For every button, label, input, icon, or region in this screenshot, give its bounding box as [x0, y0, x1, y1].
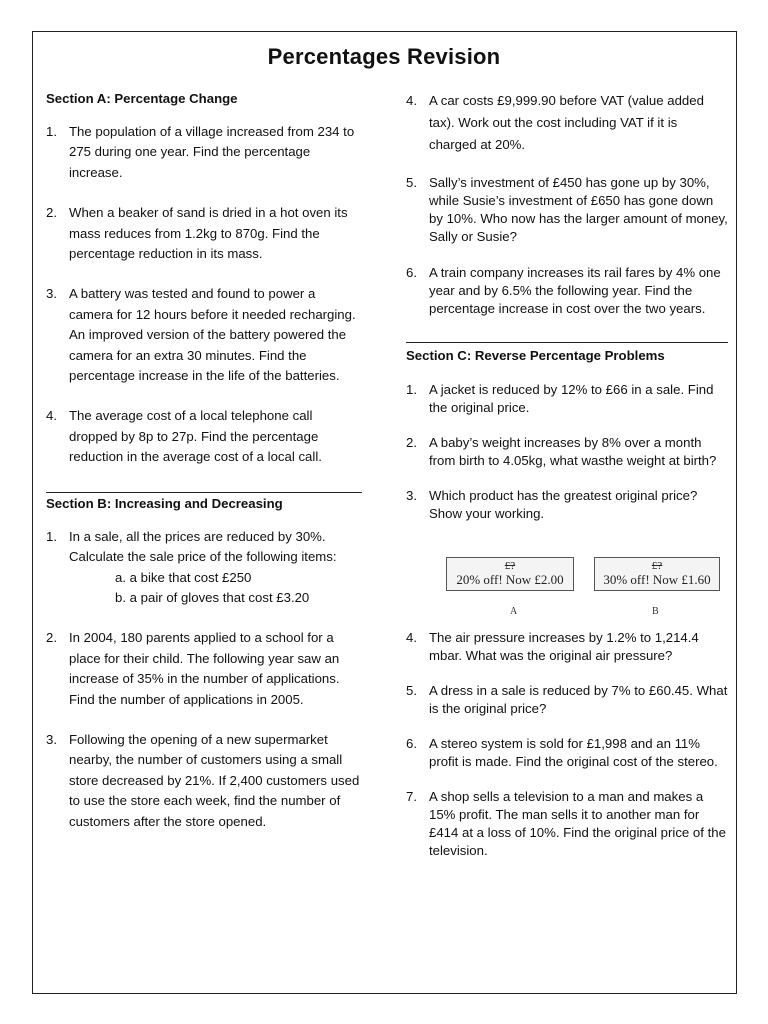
section-c-heading: Section C: Reverse Percentage Problems [406, 348, 665, 363]
left-column [46, 90, 362, 832]
question-b4: 4. A car costs £9,999.90 before VAT (value added tax). Work out the cost including VAT if it is charged at 20%. [406, 93, 704, 152]
page-title: Percentages Revision [267, 44, 501, 69]
question-a1: 1. The population of a village increased from 234 to 275 during one year. Find the percentage increase. [46, 124, 355, 180]
sub-question-b: b. a pair of gloves that cost £3.20 [115, 589, 310, 605]
question-a3: 3. A battery was tested and found to power a camera for 12 hours before it needed recharging. An improved version of the battery powered the camera for an extra 30 minutes. Find the percentage increase in the life of the batteries. [46, 286, 356, 384]
question-c4: 4. The air pressure increases by 1.2% to 1,214.4 mbar. What was the original air pressure? [406, 630, 699, 663]
section-divider [46, 492, 362, 493]
product-figure [406, 523, 728, 617]
question-c6: 6. A stereo system is sold for £1,998 and an 11% profit is made. Find the original cost of the stereo. [406, 736, 718, 769]
sub-question-a: a. a bike that cost £250 [115, 569, 252, 585]
question-a2: 2. When a beaker of sand is dried in a hot oven its mass reduces from 1.2kg to 870g. Find the percentage reduction in its mass. [46, 205, 348, 262]
question-c7: 7. A shop sells a television to a man and makes a 15% profit. The man sells it to another man for £414 at a loss of 10%. Find the original price of the television. [406, 789, 726, 858]
product-label-a: A [510, 606, 518, 617]
question-b2: 2. In 2004, 180 parents applied to a school for a place for their child. The following year saw an increase of 35% in the number of applications. Find the number of applications in 2005. [46, 630, 340, 707]
section-b-heading: Section B: Increasing and Decreasing [46, 495, 283, 511]
section-divider [406, 342, 728, 343]
question-b3: 3. Following the opening of a new supermarket nearby, the number of customers using a small store decreased by 21%. If 2,400 customers used to use the store each week, find the number of customers after the store opened. [46, 731, 360, 829]
section-a-heading: Section A: Percentage Change [46, 91, 238, 106]
product-box-a: £? 20% off! Now £2.00 [446, 557, 574, 591]
question-c1: 1. A jacket is reduced by 12% to £66 in a sale. Find the original price. [406, 382, 714, 415]
product-box-b: £? 30% off! Now £1.60 [594, 557, 720, 591]
question-b5: 5. Sally’s investment of £450 has gone up by 30%, while Susie’s investment of £650 has gone down by 10%. Who now has the larger amount of money, Sally or Susie? [406, 175, 728, 244]
question-c3: 3. Which product has the greatest original price? Show your working. [406, 488, 698, 521]
question-a4: 4. The average cost of a local telephone call dropped by 8p to 27p. Find the percentage reduction in the average cost of a local call. [46, 408, 322, 465]
question-c2: 2. A baby’s weight increases by 8% over a month from birth to 4.05kg, what wasthe weight at birth? [406, 435, 717, 468]
question-b6: 6. A train company increases its rail fares by 4% one year and by 6.5% the following year. Find the percentage increase in cost over the two years. [406, 265, 721, 316]
product-label-b: B [652, 606, 659, 617]
question-b1: 1. In a sale, all the prices are reduced by 30%. Calculate the sale price of the following items: a. a bike that cost £250 b. a pair of gloves that cost £3.20 [46, 527, 362, 609]
question-c5: 5. A dress in a sale is reduced by 7% to £60.45. What is the original price? [406, 683, 728, 716]
right-column [406, 90, 728, 860]
